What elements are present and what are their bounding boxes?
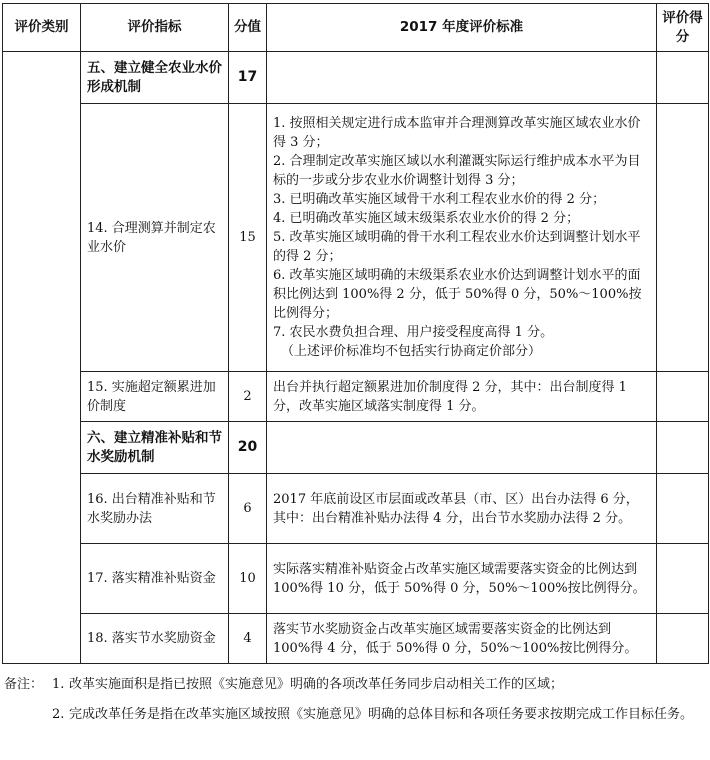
standard-line: 3. 已明确改革实施区域骨干水利工程农业水价的得 2 分；: [273, 192, 606, 207]
standard-line: 5. 改革实施区域明确的骨干水利工程农业水价达到调整计划水平的得 2 分；: [273, 230, 641, 264]
note-number: 1.: [52, 677, 65, 692]
table-row: [3, 614, 709, 664]
indicator-cell: 六、建立精准补贴和节水奖励机制: [81, 422, 229, 474]
standard-line: 6. 改革实施区域明确的末级渠系农业水价达到调整计划水平的面积比例达到 100%得 2 分，低于 50%得 0 分，50%～100%按比例得分；: [273, 268, 642, 321]
header-standard: 2017 年度评价标准: [267, 4, 657, 52]
standard-line: （上述评价标准均不包括实行协商定价部分）: [281, 344, 542, 359]
score-cell: 17: [229, 52, 267, 104]
earned-cell[interactable]: [657, 104, 709, 372]
notes-prefix: 备注：: [4, 677, 44, 692]
score-cell: 6: [229, 474, 267, 544]
earned-cell[interactable]: [657, 474, 709, 544]
standard-line: 2. 合理制定改革实施区域以水利灌溉实际运行维护成本水平为目标的一步或分步农业水价调整计划得 3 分；: [273, 154, 641, 188]
earned-cell[interactable]: [657, 544, 709, 614]
indicator-cell: 17. 落实精准补贴资金: [81, 544, 229, 614]
category-cell: [3, 52, 81, 664]
standard-cell: [267, 104, 657, 372]
note-item: [4, 703, 706, 727]
earned-cell[interactable]: [657, 52, 709, 104]
standard-cell: 2017 年底前设区市层面或改革县（市、区）出台办法得 6 分，其中：出台精准补贴办法得 4 分，出台节水奖励办法得 2 分。: [267, 474, 657, 544]
score-cell: 15: [229, 104, 267, 372]
header-earned: 评价得分: [657, 4, 709, 52]
standard-cell: [267, 52, 657, 104]
indicator-cell: 15. 实施超定额累进加价制度: [81, 372, 229, 422]
header-score: 分值: [229, 4, 267, 52]
standard-cell: 落实节水奖励资金占改革实施区域需要落实资金的比例达到 100%得 4 分，低于 50%得 0 分，50%～100%按比例得分。: [267, 614, 657, 664]
indicator-cell: 18. 落实节水奖励资金: [81, 614, 229, 664]
earned-cell[interactable]: [657, 614, 709, 664]
note-item: [4, 673, 706, 697]
standard-line: 1. 按照相关规定进行成本监审并合理测算改革实施区域农业水价得 3 分；: [273, 116, 641, 150]
notes-section: [4, 673, 706, 727]
standard-line: 4. 已明确改革实施区域末级渠系农业水价的得 2 分；: [273, 211, 580, 226]
evaluation-table: [2, 3, 709, 664]
earned-cell[interactable]: [657, 372, 709, 422]
header-category: 评价类别: [3, 4, 81, 52]
indicator-cell: 五、建立健全农业水价形成机制: [81, 52, 229, 104]
table-header-row: [3, 4, 709, 52]
table-row: [3, 104, 709, 372]
header-indicator: 评价指标: [81, 4, 229, 52]
note-text: 完成改革任务是指在改革实施区域按照《实施意见》明确的总体目标和各项任务要求按期完成工作目标任务。: [69, 707, 694, 722]
score-cell: 2: [229, 372, 267, 422]
table-row: [3, 474, 709, 544]
note-spacer: [4, 703, 52, 727]
table-row: [3, 372, 709, 422]
indicator-cell: 16. 出台精准补贴和节水奖励办法: [81, 474, 229, 544]
table-row: [3, 52, 709, 104]
standard-cell: 出台并执行超定额累进加价制度得 2 分，其中：出台制度得 1 分，改革实施区域落实制度得 1 分。: [267, 372, 657, 422]
note-text: 改革实施面积是指已按照《实施意见》明确的各项改革任务同步启动相关工作的区域；: [69, 677, 564, 692]
score-cell: 4: [229, 614, 267, 664]
score-cell: 20: [229, 422, 267, 474]
standard-line: 7. 农民水费负担合理、用户接受程度高得 1 分。: [273, 325, 554, 340]
standard-cell: [267, 422, 657, 474]
table-row: [3, 544, 709, 614]
indicator-cell: 14. 合理测算并制定农业水价: [81, 104, 229, 372]
note-number: 2.: [52, 707, 65, 722]
standard-cell: 实际落实精准补贴资金占改革实施区域需要落实资金的比例达到 100%得 10 分，低于 50%得 0 分，50%～100%按比例得分。: [267, 544, 657, 614]
table-row: [3, 422, 709, 474]
score-cell: 10: [229, 544, 267, 614]
earned-cell[interactable]: [657, 422, 709, 474]
